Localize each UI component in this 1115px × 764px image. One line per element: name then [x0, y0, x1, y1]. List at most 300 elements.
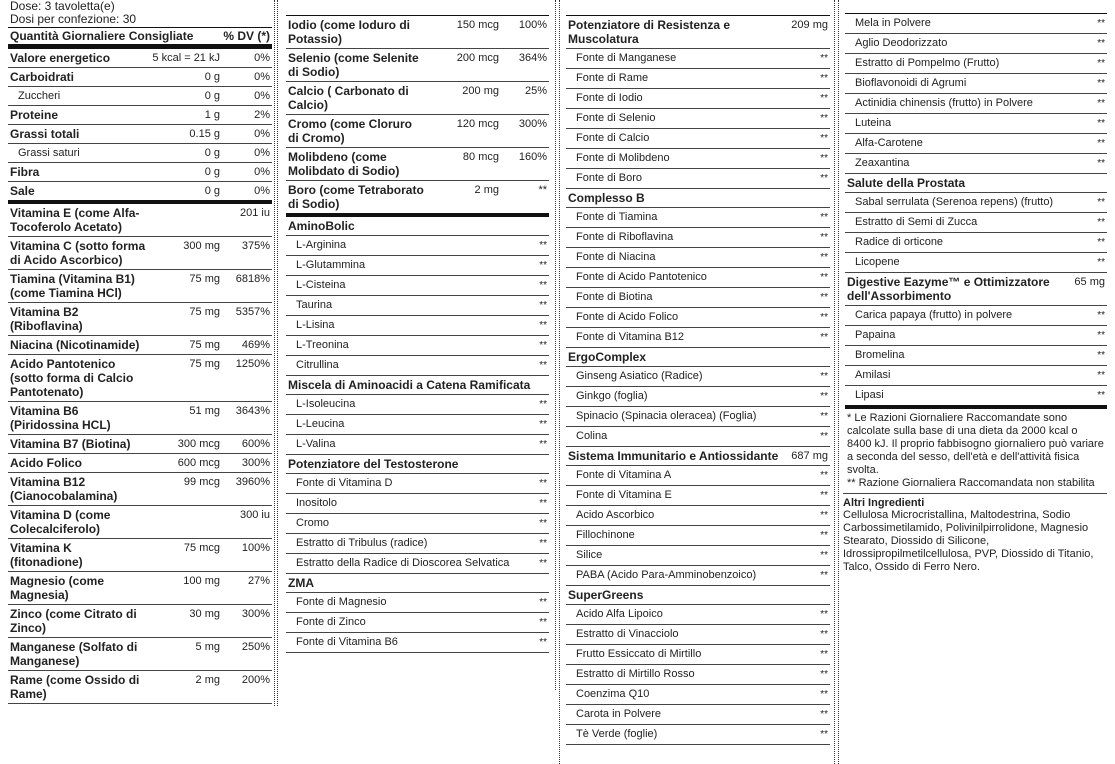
nutrient-row [8, 572, 272, 605]
column-divider [277, 0, 278, 706]
blend-item [845, 386, 1107, 406]
blend-item-dv: ** [820, 371, 828, 382]
blend-item-name: Radice di orticone [855, 236, 944, 248]
blend-item-name: Inositolo [296, 497, 337, 509]
blend-item [566, 645, 830, 665]
nutrient-amount: 75 mg [189, 339, 220, 351]
blend-item-name: Fonte di Biotina [576, 291, 653, 303]
nutrient-name: Vitamina B6 (Piridossina HCL) [10, 404, 111, 432]
column-divider [274, 0, 275, 706]
blend-item-dv: ** [539, 300, 547, 311]
blend-title [286, 376, 549, 395]
blend-title [845, 273, 1107, 306]
blend-item-name: L-Arginina [296, 239, 347, 251]
blend-item [286, 593, 549, 613]
blend-item [566, 248, 830, 268]
blend-title [566, 586, 830, 605]
nutrient-row [8, 605, 272, 638]
nutrient-row [8, 454, 272, 473]
nutrient-row [8, 539, 272, 572]
blend-item-dv: ** [820, 411, 828, 422]
blend-title [286, 455, 549, 474]
mineral-amount: 200 mcg [456, 52, 499, 64]
dose-line: Dose: 3 tavoletta(e) [10, 0, 115, 13]
blend-item-name: Acido Alfa Lipoico [576, 608, 663, 620]
column-divider [834, 0, 835, 764]
blend-item-dv: ** [820, 391, 828, 402]
blend-item-name: Actinidia chinensis (frutto) in Polvere [855, 97, 1033, 109]
blend-item-dv: ** [539, 538, 547, 549]
blend-item-name: L-Treonina [296, 339, 349, 351]
blend-item-name: Estratto di Tribulus (radice) [296, 537, 428, 549]
nutrient-amount: 100 mg [183, 575, 220, 587]
blend-item [845, 34, 1107, 54]
blend-item [286, 494, 549, 514]
nutrient-row [8, 506, 272, 539]
nutrient-name: Rame (come Ossido di Rame) [10, 673, 140, 701]
blend-item-name: Fonte di Boro [576, 172, 643, 184]
blend-item [566, 427, 830, 447]
blend-item [286, 256, 549, 276]
nutrient-amount: 75 mg [189, 273, 220, 285]
nutrient-name: Proteine [10, 108, 59, 122]
blend-item-name: Silice [576, 549, 603, 561]
mineral-row [286, 49, 549, 82]
blend-item-dv: ** [1097, 217, 1105, 228]
nutrient-amount: 30 mg [189, 608, 220, 620]
blend-item [286, 613, 549, 633]
blend-item-dv: ** [1097, 58, 1105, 69]
blend-item-name: Estratto di Semi di Zucca [855, 216, 978, 228]
nutrient-dv: 300 iu [240, 509, 270, 521]
blend-item-dv: ** [820, 332, 828, 343]
blend-item [566, 288, 830, 308]
blend-item-name: Colina [576, 430, 608, 442]
nutrient-amount: 5 kcal = 21 kJ [152, 52, 220, 64]
blend-item [566, 328, 830, 348]
blend-item-dv: ** [539, 637, 547, 648]
blend-item-name: Mela in Polvere [855, 17, 931, 29]
blend-item-dv: ** [539, 478, 547, 489]
blend-item-name: Papaina [855, 329, 896, 341]
blend-name: Sistema Immunitario e Antiossidante [568, 449, 779, 463]
mineral-amount: 150 mcg [456, 19, 499, 31]
nutrition-column-3 [566, 15, 830, 745]
blend-item-dv: ** [1097, 330, 1105, 341]
nutrient-name: Vitamina B12 (Cianocobalamina) [10, 475, 118, 503]
blend-item-dv: ** [1097, 257, 1105, 268]
blend-name: Digestive Eazyme™ e Ottimizzatore dell'Assorbimento [847, 275, 1050, 303]
blend-title [566, 189, 830, 208]
blend-item-dv: ** [820, 73, 828, 84]
blend-item-name: Fonte di Riboflavina [576, 231, 674, 243]
mineral-dv: 300% [518, 118, 547, 130]
nutrient-amount [148, 204, 222, 208]
blend-item [845, 366, 1107, 386]
blend-item [566, 705, 830, 725]
blend-item [286, 276, 549, 296]
blend-item [566, 605, 830, 625]
mineral-dv: 25% [524, 85, 547, 97]
blend-item [566, 486, 830, 506]
blend-item-name: L-Cisteina [296, 279, 346, 291]
mineral-name: Cromo (come Cloruro di Cromo) [288, 117, 413, 145]
blend-item-name: Fonte di Magnesio [296, 596, 387, 608]
footnote [845, 405, 1107, 493]
blend-item-dv: ** [539, 617, 547, 628]
blend-item-name: Tè Verde (foglie) [576, 728, 658, 740]
blend-item-dv: ** [1097, 237, 1105, 248]
blend-item-dv: ** [820, 530, 828, 541]
blend-item-name: Carota in Polvere [576, 708, 661, 720]
blend-item [286, 395, 549, 415]
nutrient-name: Tiamina (Vitamina B1) (come Tiamina HCl) [10, 272, 135, 300]
mineral-name: Calcio ( Carbonato di Calcio) [288, 84, 409, 112]
blend-item [845, 54, 1107, 74]
nutrient-row [8, 87, 272, 106]
nutrient-amount [148, 506, 222, 510]
blend-item-dv: ** [539, 260, 547, 271]
blend-item [566, 387, 830, 407]
blend-item-name: Aglio Deodorizzato [855, 37, 948, 49]
blend-item [286, 236, 549, 256]
blend-item [845, 253, 1107, 273]
nutrient-name: Acido Folico [10, 456, 82, 470]
blend-item-dv: ** [1097, 138, 1105, 149]
nutrient-row [8, 204, 272, 237]
blend-item-name: Fonte di Iodio [576, 92, 643, 104]
nutrient-dv: 0% [254, 185, 270, 197]
nutrition-column-4 [845, 13, 1107, 574]
blend-item-dv: ** [1097, 197, 1105, 208]
blend-item [286, 435, 549, 455]
nutrient-dv: 0% [254, 147, 270, 159]
nutrient-dv: 3960% [235, 476, 270, 488]
column-divider [555, 0, 556, 690]
blend-item-name: Acido Ascorbico [576, 509, 655, 521]
blend-item [566, 665, 830, 685]
blend-item-name: Carica papaya (frutto) in polvere [855, 309, 1013, 321]
blend-list [566, 16, 830, 745]
blend-item-dv: ** [1097, 18, 1105, 29]
blend-item [566, 526, 830, 546]
blend-item-dv: ** [820, 649, 828, 660]
blend-item-name: Taurina [296, 299, 333, 311]
blend-item-dv: ** [820, 431, 828, 442]
blend-item [566, 308, 830, 328]
header-title: Quantità Giornaliere Consigliate [10, 29, 194, 43]
blend-item-name: Fonte di Acido Pantotenico [576, 271, 707, 283]
blend-list [845, 174, 1107, 406]
blend-item-name: Fillochinone [576, 529, 635, 541]
nutrient-dv: 200% [241, 674, 270, 686]
blend-item-dv: ** [820, 93, 828, 104]
blend-item-name: Bromelina [855, 349, 905, 361]
nutrient-dv: 3643% [235, 405, 270, 417]
nutrient-name: Vitamina C (sotto forma di Acido Ascorbico) [10, 239, 146, 267]
blend-item-dv: ** [1097, 78, 1105, 89]
blend-name: Complesso B [568, 191, 645, 205]
blend-item [566, 208, 830, 228]
blend-item-dv: ** [539, 240, 547, 251]
blend-item [566, 129, 830, 149]
blend-item-name: Alfa-Carotene [855, 137, 923, 149]
blend-amount: 65 mg [1074, 276, 1105, 288]
other-ingredients [843, 493, 1107, 574]
nutrient-dv: 100% [241, 542, 270, 554]
blend-list [286, 217, 549, 653]
blend-item [845, 134, 1107, 154]
mineral-list [286, 16, 549, 217]
nutrient-name: Manganese (Solfato di Manganese) [10, 640, 138, 668]
blend-item-dv: ** [820, 272, 828, 283]
nutrient-name: Fibra [10, 165, 40, 179]
nutrient-name: Magnesio (come Magnesia) [10, 574, 105, 602]
nutrient-amount: 1 g [204, 109, 220, 121]
blend-item-dv: ** [820, 729, 828, 740]
nutrient-name: Vitamina K (fitonadione) [10, 541, 83, 569]
blend-item-dv: ** [1097, 310, 1105, 321]
blend-item-dv: ** [820, 53, 828, 64]
nutrient-amount: 51 mg [189, 405, 220, 417]
blend-item [845, 74, 1107, 94]
blend-item-dv: ** [539, 498, 547, 509]
blend-item-dv: ** [820, 113, 828, 124]
blend-title [286, 574, 549, 593]
nutrient-dv: 0% [254, 90, 270, 102]
blend-item-name: L-Glutammina [296, 259, 366, 271]
blend-item [845, 306, 1107, 326]
blend-item-dv: ** [820, 232, 828, 243]
blend-item-name: Estratto della Radice di Dioscorea Selvatica [296, 557, 510, 569]
nutrient-name: Vitamina B2 (Riboflavina) [10, 305, 83, 333]
blend-item-name: Ginkgo (foglia) [576, 390, 648, 402]
blend-item-dv: ** [820, 173, 828, 184]
nutrient-name: Grassi saturi [18, 147, 80, 159]
blend-item-dv: ** [539, 280, 547, 291]
nutrient-amount: 75 mg [189, 358, 220, 370]
nutrient-amount: 0 g [204, 147, 220, 159]
nutrient-dv: 27% [247, 575, 270, 587]
nutrient-dv: 250% [241, 641, 270, 653]
blend-item-name: Ginseng Asiatico (Radice) [576, 370, 703, 382]
blend-title [845, 174, 1107, 193]
blend-title [286, 217, 549, 236]
blend-item-dv: ** [1097, 370, 1105, 381]
nutrient-name: Vitamina B7 (Biotina) [10, 437, 131, 451]
mineral-row [286, 16, 549, 49]
blend-item-dv: ** [539, 558, 547, 569]
blend-item-name: Fonte di Molibdeno [576, 152, 670, 164]
mineral-amount: 200 mg [462, 85, 499, 97]
blend-item [566, 506, 830, 526]
blend-item [566, 109, 830, 129]
nutrient-row [8, 270, 272, 303]
blend-name: SuperGreens [568, 588, 644, 602]
nutrient-row [8, 473, 272, 506]
blend-item-dv: ** [820, 550, 828, 561]
blend-item-name: Spinacio (Spinacia oleracea) (Foglia) [576, 410, 757, 422]
blend-item-dv: ** [820, 629, 828, 640]
blend-item-dv: ** [820, 669, 828, 680]
mineral-row [286, 115, 549, 148]
blend-item-name: Fonte di Vitamina B12 [576, 331, 685, 343]
blend-item-dv: ** [820, 470, 828, 481]
blend-item [286, 633, 549, 653]
mineral-dv: 364% [518, 52, 547, 64]
blend-item [566, 546, 830, 566]
nutrient-row [8, 402, 272, 435]
blend-title [566, 348, 830, 367]
blend-item-dv: ** [820, 490, 828, 501]
blend-item-name: Estratto di Vinacciolo [576, 628, 679, 640]
mineral-dv: ** [538, 184, 547, 196]
nutrient-dv: 5357% [235, 306, 270, 318]
other-ingredients-title: Altri Ingredienti [843, 497, 925, 509]
blend-item [566, 625, 830, 645]
blend-item [566, 49, 830, 69]
blend-item-name: Fonte di Vitamina A [576, 469, 672, 481]
blend-item [845, 114, 1107, 134]
blend-item [286, 356, 549, 376]
blend-name: Miscela di Aminoacidi a Catena Ramificata [288, 378, 531, 392]
mineral-row [286, 148, 549, 181]
blend-item-dv: ** [820, 312, 828, 323]
blend-item [845, 233, 1107, 253]
blend-name: ErgoComplex [568, 350, 647, 364]
nutrient-dv: 201 iu [240, 207, 270, 219]
blend-item [286, 336, 549, 356]
nutrient-dv: 300% [241, 608, 270, 620]
nutrient-amount: 300 mg [183, 240, 220, 252]
blend-item [286, 534, 549, 554]
nutrient-name: Valore energetico [10, 51, 111, 65]
mineral-dv: 100% [518, 19, 547, 31]
mineral-amount: 80 mcg [462, 151, 499, 163]
blend-item [566, 725, 830, 745]
blend-item [566, 89, 830, 109]
blend-title [566, 16, 830, 49]
nutrient-amount: 0 g [204, 90, 220, 102]
blend-item-name: Sabal serrulata (Serenoa repens) (frutto) [855, 196, 1054, 208]
blend-item [286, 474, 549, 494]
nutrient-row [8, 355, 272, 402]
mineral-name: Iodio (come Ioduro di Potassio) [288, 18, 410, 46]
mineral-name: Selenio (come Selenite di Sodio) [288, 51, 419, 79]
blend-item [566, 149, 830, 169]
blend-item-dv: ** [820, 212, 828, 223]
blend-item-name: Luteina [855, 117, 892, 129]
nutrient-row [8, 237, 272, 270]
blend-item-dv: ** [820, 153, 828, 164]
blend-item [566, 466, 830, 486]
blend-item-dv: ** [820, 133, 828, 144]
footnote-not-established: ** Razione Giornaliera Raccomandata non stabilita [847, 477, 1095, 489]
blend-item [286, 415, 549, 435]
blend-item [566, 69, 830, 89]
blend-item-dv: ** [539, 439, 547, 450]
blend-item-name: Citrullina [296, 359, 339, 371]
blend-item-name: Fonte di Selenio [576, 112, 656, 124]
nutrient-dv: 2% [254, 109, 270, 121]
mineral-amount: 2 mg [474, 184, 499, 196]
nutrient-amount: 600 mcg [177, 457, 220, 469]
column-divider [559, 0, 560, 764]
nutrient-row [8, 638, 272, 671]
nutrient-name: Vitamina E (come Alfa-Tocoferolo Acetato) [10, 206, 140, 234]
blend-item-name: Licopene [855, 256, 900, 268]
nutrient-list [8, 49, 272, 704]
nutrient-amount: 2 mg [195, 674, 220, 686]
nutrient-amount: 75 mcg [183, 542, 220, 554]
blend-item-name: Lipasi [855, 389, 884, 401]
blend-item-name: L-Valina [296, 438, 336, 450]
blend-item-name: Fonte di Niacina [576, 251, 656, 263]
blend-item [566, 566, 830, 586]
blend-item-dv: ** [539, 340, 547, 351]
blend-amount: 209 mg [791, 19, 828, 31]
nutrient-dv: 375% [241, 240, 270, 252]
nutrient-dv: 6818% [235, 273, 270, 285]
nutrient-amount: 75 mg [189, 306, 220, 318]
nutrient-name: Acido Pantotenico (sotto forma di Calcio Pantotenato) [10, 357, 134, 399]
blend-item [845, 346, 1107, 366]
blend-item-dv: ** [539, 597, 547, 608]
nutrient-row [8, 49, 272, 68]
blend-item-dv: ** [820, 510, 828, 521]
nutrient-dv: 0% [254, 128, 270, 140]
nutrient-row [8, 125, 272, 144]
blend-item-dv: ** [539, 419, 547, 430]
blend-item [845, 154, 1107, 174]
blend-item-dv: ** [820, 689, 828, 700]
nutrient-amount: 0 g [204, 185, 220, 197]
blend-item-dv: ** [820, 292, 828, 303]
nutrient-row [8, 68, 272, 87]
blend-item-name: Fonte di Vitamina D [296, 477, 393, 489]
blend-name: Potenziatore del Testosterone [288, 457, 459, 471]
blend-name: AminoBolic [288, 219, 355, 233]
blend-name: Salute della Prostata [847, 176, 966, 190]
blend-item-dv: ** [1097, 158, 1105, 169]
blend-item-name: L-Lisina [296, 319, 335, 331]
nutrition-column-1 [8, 0, 272, 704]
nutrient-name: Sale [10, 184, 35, 198]
blend-item [286, 296, 549, 316]
nutrient-name: Grassi totali [10, 127, 80, 141]
blend-item-dv: ** [539, 399, 547, 410]
blend-item [845, 14, 1107, 34]
mineral-name: Molibdeno (come Molibdato di Sodio) [288, 150, 400, 178]
mineral-dv: 160% [518, 151, 547, 163]
blend-item-dv: ** [539, 518, 547, 529]
blend-item-name: Bioflavonoidi di Agrumi [855, 77, 967, 89]
blend-item-name: Amilasi [855, 369, 891, 381]
nutrient-row [8, 671, 272, 704]
blend-item-dv: ** [820, 252, 828, 263]
nutrient-row [8, 336, 272, 355]
blend-item-name: Fonte di Manganese [576, 52, 677, 64]
nutrient-amount: 0 g [204, 71, 220, 83]
nutrient-dv: 0% [254, 52, 270, 64]
blend-item [845, 326, 1107, 346]
nutrient-row [8, 435, 272, 454]
blend-item-name: L-Leucina [296, 418, 345, 430]
footnote-rdi: * Le Razioni Giornaliere Raccomandate sono calcolate sulla base di una dieta da 2000 kcal o 8400 kJ. Il proprio fabbisogno giornaliero può variare a seconda del sesso, dell'età e dell'attività fisica svolta. [847, 412, 1104, 476]
blend-item-name: L-Isoleucina [296, 398, 356, 410]
blend-item-dv: ** [539, 360, 547, 371]
nutrient-amount: 5 mg [195, 641, 220, 653]
